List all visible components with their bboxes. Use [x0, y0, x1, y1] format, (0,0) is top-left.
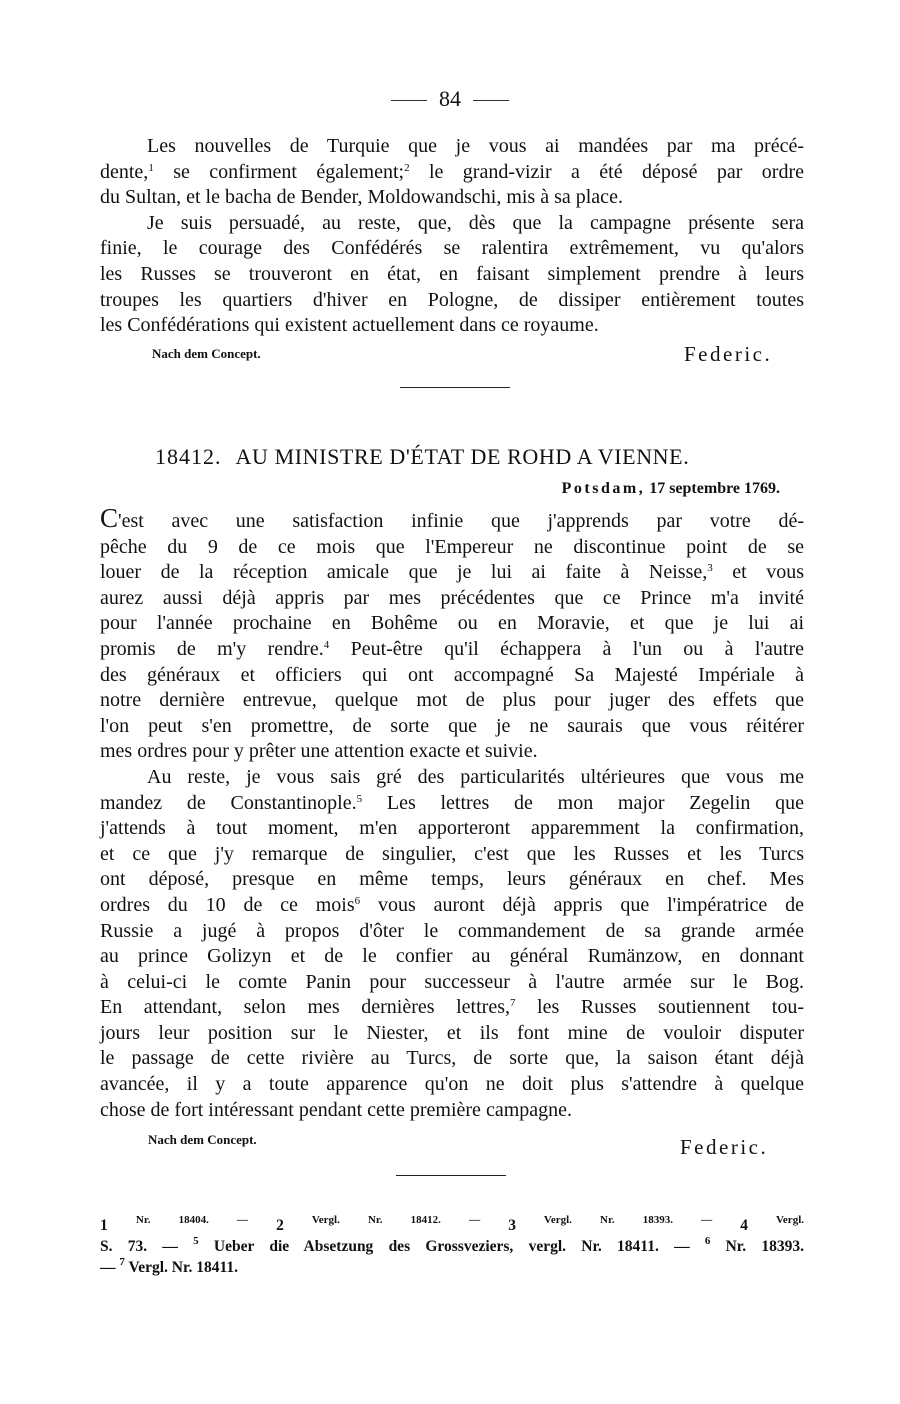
footnote-ref: 5 [193, 1235, 199, 1247]
letter-line: aurez aussi déjà appris par mes précédentes que ce Prince m'a invité [100, 586, 804, 609]
intro-line: dente,$^1$ se confirment également;$^2$ le grand-vizir a été déposé par ordre [100, 160, 804, 183]
footnote-ref: Vergl. [748, 1214, 804, 1226]
header-dash-left [391, 100, 427, 101]
footnote-line: S. 73. — $^5$ Ueber die Absetzung des Grossveziers, vergl. Nr. 18411. — $^6$ Nr. 18393. [100, 1235, 805, 1255]
footnote-line: — $^7$ Vergl. Nr. 18411. [100, 1256, 238, 1276]
footnote-ref: 5 [356, 792, 363, 805]
footnotes [100, 1215, 804, 1278]
footnote-ref: 4 [323, 638, 330, 651]
letter-line: à celui-ci le comte Panin pour successeur à l'autre armée sur le Bog. [100, 970, 804, 993]
intro-line: Les nouvelles de Turquie que je vous ai mandées par ma précé- [147, 135, 804, 157]
page-header [0, 86, 900, 112]
letter-line: promis de m'y rendre.$^4$ Peut-être qu'il échappera à l'un ou à l'autre [100, 637, 804, 660]
letter-line: pour l'année prochaine en Bohême ou en Moravie, et que je lui ai [100, 612, 804, 635]
intro-line: Je suis persuadé, au reste, que, dès que la campagne présente sera [147, 211, 804, 234]
footnote-ref: 1 [148, 161, 154, 174]
letter-line: mandez de Constantinople.$^5$ Les lettres de mon major Zegelin que [100, 791, 804, 814]
footnote-ref: Nr. 18404. — [107, 1214, 277, 1226]
letter-line: louer de la réception amicale que je lui ai faite à Neisse,$^3$ et vous [100, 561, 804, 584]
header-dash-right [473, 100, 509, 101]
letter-line: Au reste, je vous sais gré des particularités ultérieures que vous me [147, 765, 804, 788]
letter-line: l'on peut s'en promettre, de sorte que je ne saurais que vous réitérer [100, 714, 804, 737]
letter-line: notre dernière entrevue, quelque mot de plus pour juger des effets que [100, 689, 804, 712]
letter-line: chose de fort intéressant pendant cette première campagne. [100, 1098, 573, 1121]
letter-line: pêche du 9 de ce mois que l'Empereur ne discontinue point de se [100, 535, 804, 558]
intro-line: finie, le courage des Confédérés se ralentira extrêmement, vu qu'alors [100, 237, 804, 260]
letter-line: au prince Golizyn et de le confier au général Rumänzow, en donnant [100, 945, 804, 968]
intro-line: du Sultan, et le bacha de Bender, Moldowandschi, mis à sa place. [100, 186, 623, 209]
letter-line: Russie a jugé à propos d'ôter le commandement de sa grande armée [100, 919, 804, 942]
intro-line: troupes les quartiers d'hiver en Pologne, de dissiper entièrement toutes [100, 288, 804, 311]
section-divider [400, 387, 510, 388]
intro-text [100, 134, 804, 339]
letter-number: 18412. [155, 444, 222, 469]
footnote-ref: 7 [119, 1256, 125, 1268]
footnote-ref: Vergl. Nr. 18393. — [515, 1214, 741, 1226]
footnote-ref: 6 [354, 894, 361, 907]
footnote-ref: 3 [707, 562, 713, 575]
letter-line: j'attends à tout moment, m'en apporteront apparemment la confirmation, [100, 817, 804, 840]
footnote-ref: 7 [509, 997, 516, 1010]
letter-line: des généraux et officiers qui ont accompagné Sa Majesté Impériale à [100, 663, 804, 686]
footnote-line: 1 $^{Nr. 18404. —}$ 2 $^{Vergl. Nr. 18412. —}$ 3 $^{Vergl. Nr. 18393. —}$ 4 $^{Vergl.}$ [100, 1214, 804, 1234]
letter-line: jours leur position sur le Niester, et ils font mine de vouloir disputer [100, 1021, 804, 1044]
letter-source-note: Nach dem Concept. [148, 1132, 257, 1147]
letter-line: le passage de cette rivière au Turcs, de sorte que, la saison étant déjà [100, 1047, 804, 1070]
letter-signature: Federic. [680, 1135, 769, 1159]
letter-text [100, 503, 804, 1123]
letter-line: En attendant, selon mes dernières lettres,$^7$ les Russes soutiennent tou- [100, 996, 804, 1019]
intro-line: les Russes se trouveront en état, en faisant simplement prendre à leurs [100, 262, 804, 285]
letter-line: mes ordres pour y prêter une attention exacte et suivie. [100, 740, 538, 763]
letter-title: AU MINISTRE D'ÉTAT DE ROHD A VIENNE. [235, 444, 690, 469]
letter-line: avancée, il y a toute apparence qu'on ne doit plus s'attendre à quelque [100, 1073, 804, 1096]
footnote-divider [396, 1175, 506, 1176]
drop-cap: C [100, 503, 119, 533]
footnote-ref: 6 [704, 1235, 711, 1247]
intro-signature: Federic. [684, 342, 773, 366]
letter-line: ordres du 10 de ce mois$^6$ vous auront déjà appris que l'impératrice de [100, 893, 804, 916]
intro-line: les Confédérations qui existent actuellement dans ce royaume. [100, 314, 599, 337]
letter-heading [155, 444, 689, 470]
letter-line: et ce que j'y remarque de singulier, c'est que les Russes et les Turcs [100, 842, 804, 865]
page-number: 84 [439, 86, 461, 111]
letter-place-date [562, 480, 780, 498]
footnote-ref: Vergl. Nr. 18412. — [283, 1214, 509, 1226]
letter-place: Potsdam, [561, 480, 646, 497]
letter-line: ont déposé, presque en même temps, leurs généraux en chef. Mes [100, 868, 804, 891]
letter-date: 17 septembre 1769. [649, 480, 780, 497]
intro-source-note: Nach dem Concept. [152, 346, 261, 361]
letter-line: C'est avec une satisfaction infinie que j'apprends par votre dé- [100, 503, 804, 533]
footnote-ref: 2 [404, 161, 410, 174]
